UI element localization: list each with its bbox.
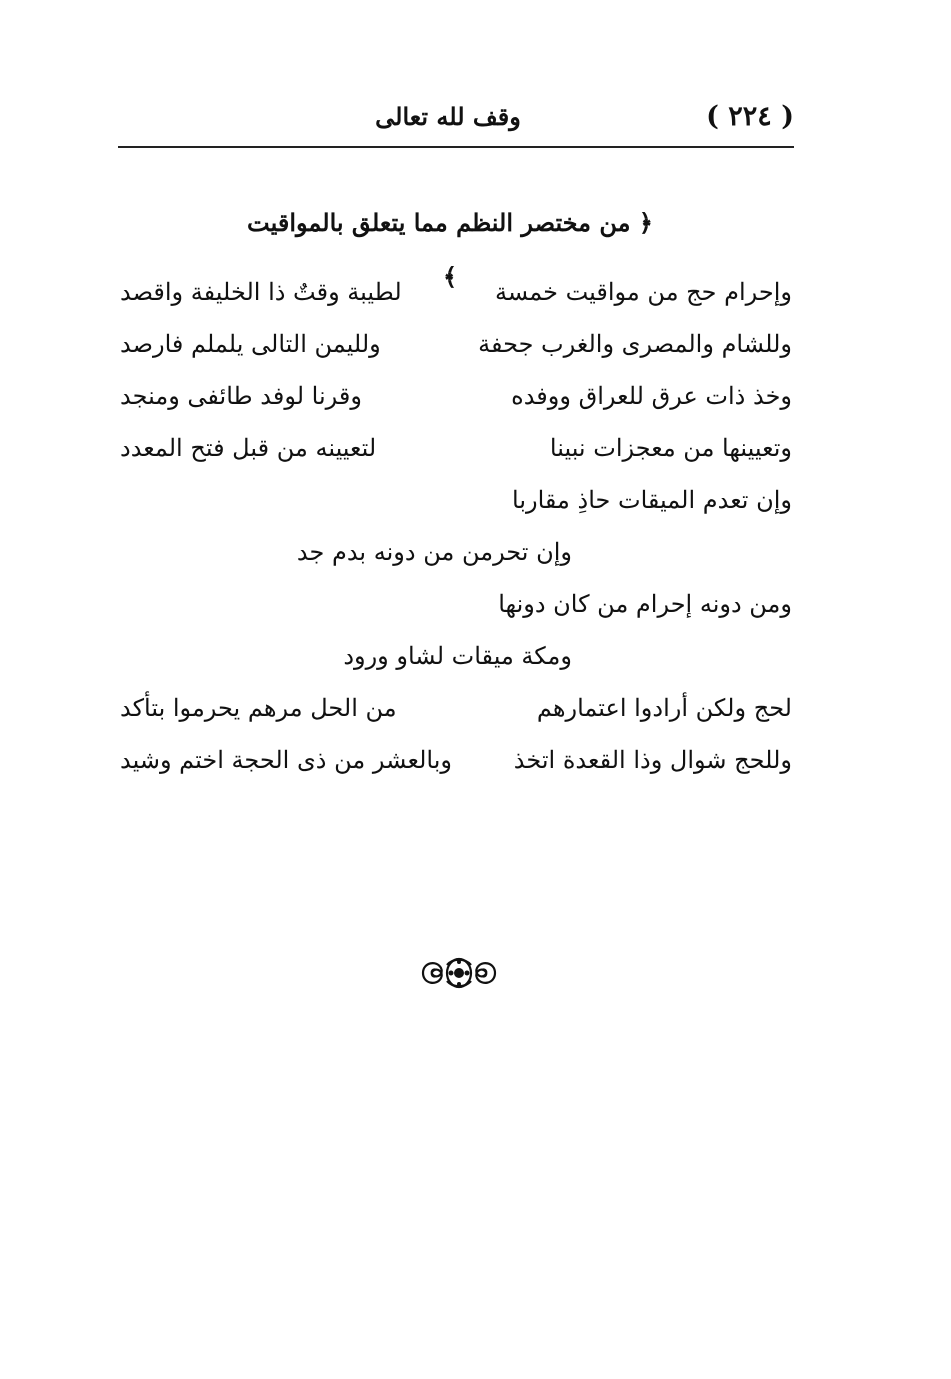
verse-block <box>120 266 792 786</box>
verse-first-hemistich: وللشام والمصرى والغرب جحفة <box>478 330 792 358</box>
verse-second-hemistich: ولليمن التالى يلملم فارصد <box>120 330 381 358</box>
verse-line <box>120 630 792 682</box>
verse-first-hemistich: وإن تعدم الميقات حاذِ مقاربا <box>512 486 792 514</box>
page-header <box>118 92 794 146</box>
verse-second-hemistich: لطيبة وقتٌ ذا الخليفة واقصد <box>120 278 402 306</box>
verse-line <box>120 266 792 318</box>
verse-second-hemistich: من الحل مرهم يحرموا بتأكد <box>120 694 397 722</box>
verse-line <box>120 474 792 526</box>
running-title: وقف لله تعالى <box>375 102 521 131</box>
verse-first-hemistich: وإحرام حج من مواقيت خمسة <box>494 278 792 306</box>
verse-first-hemistich: ومن دونه إحرام من كان دونها <box>498 590 792 618</box>
verse-second-hemistich: ومكة ميقات لشاو ورود <box>343 642 572 670</box>
header-rule <box>118 146 794 148</box>
verse-first-hemistich: وخذ ذات عرق للعراق ووفده <box>511 382 792 410</box>
page-number: ( ٢٢٤ ) <box>706 101 794 132</box>
section-heading: ﴿ من مختصر النظم مما يتعلق بالمواقيت ﴾ <box>247 208 653 291</box>
verse-second-hemistich: وإن تحرمن من دونه بدم جد <box>296 538 572 566</box>
verse-second-hemistich: لتعيينه من قبل فتح المعدد <box>120 434 377 462</box>
verse-line <box>120 578 792 630</box>
verse-first-hemistich: وللحج شوال وذا القعدة اتخذ <box>513 746 792 774</box>
verse-line <box>120 370 792 422</box>
verse-line <box>120 318 792 370</box>
verse-line <box>120 734 792 786</box>
verse-second-hemistich: وقرنا لوفد طائفى ومنجد <box>120 382 362 410</box>
floral-ornament-icon <box>417 952 501 994</box>
verse-line <box>120 682 792 734</box>
verse-second-hemistich: وبالعشر من ذى الحجة اختم وشيد <box>120 746 452 774</box>
verse-first-hemistich: لحج ولكن أرادوا اعتمارهم <box>536 694 792 722</box>
verse-first-hemistich: وتعيينها من معجزات نبينا <box>549 434 792 462</box>
verse-line <box>120 422 792 474</box>
verse-line <box>120 526 792 578</box>
